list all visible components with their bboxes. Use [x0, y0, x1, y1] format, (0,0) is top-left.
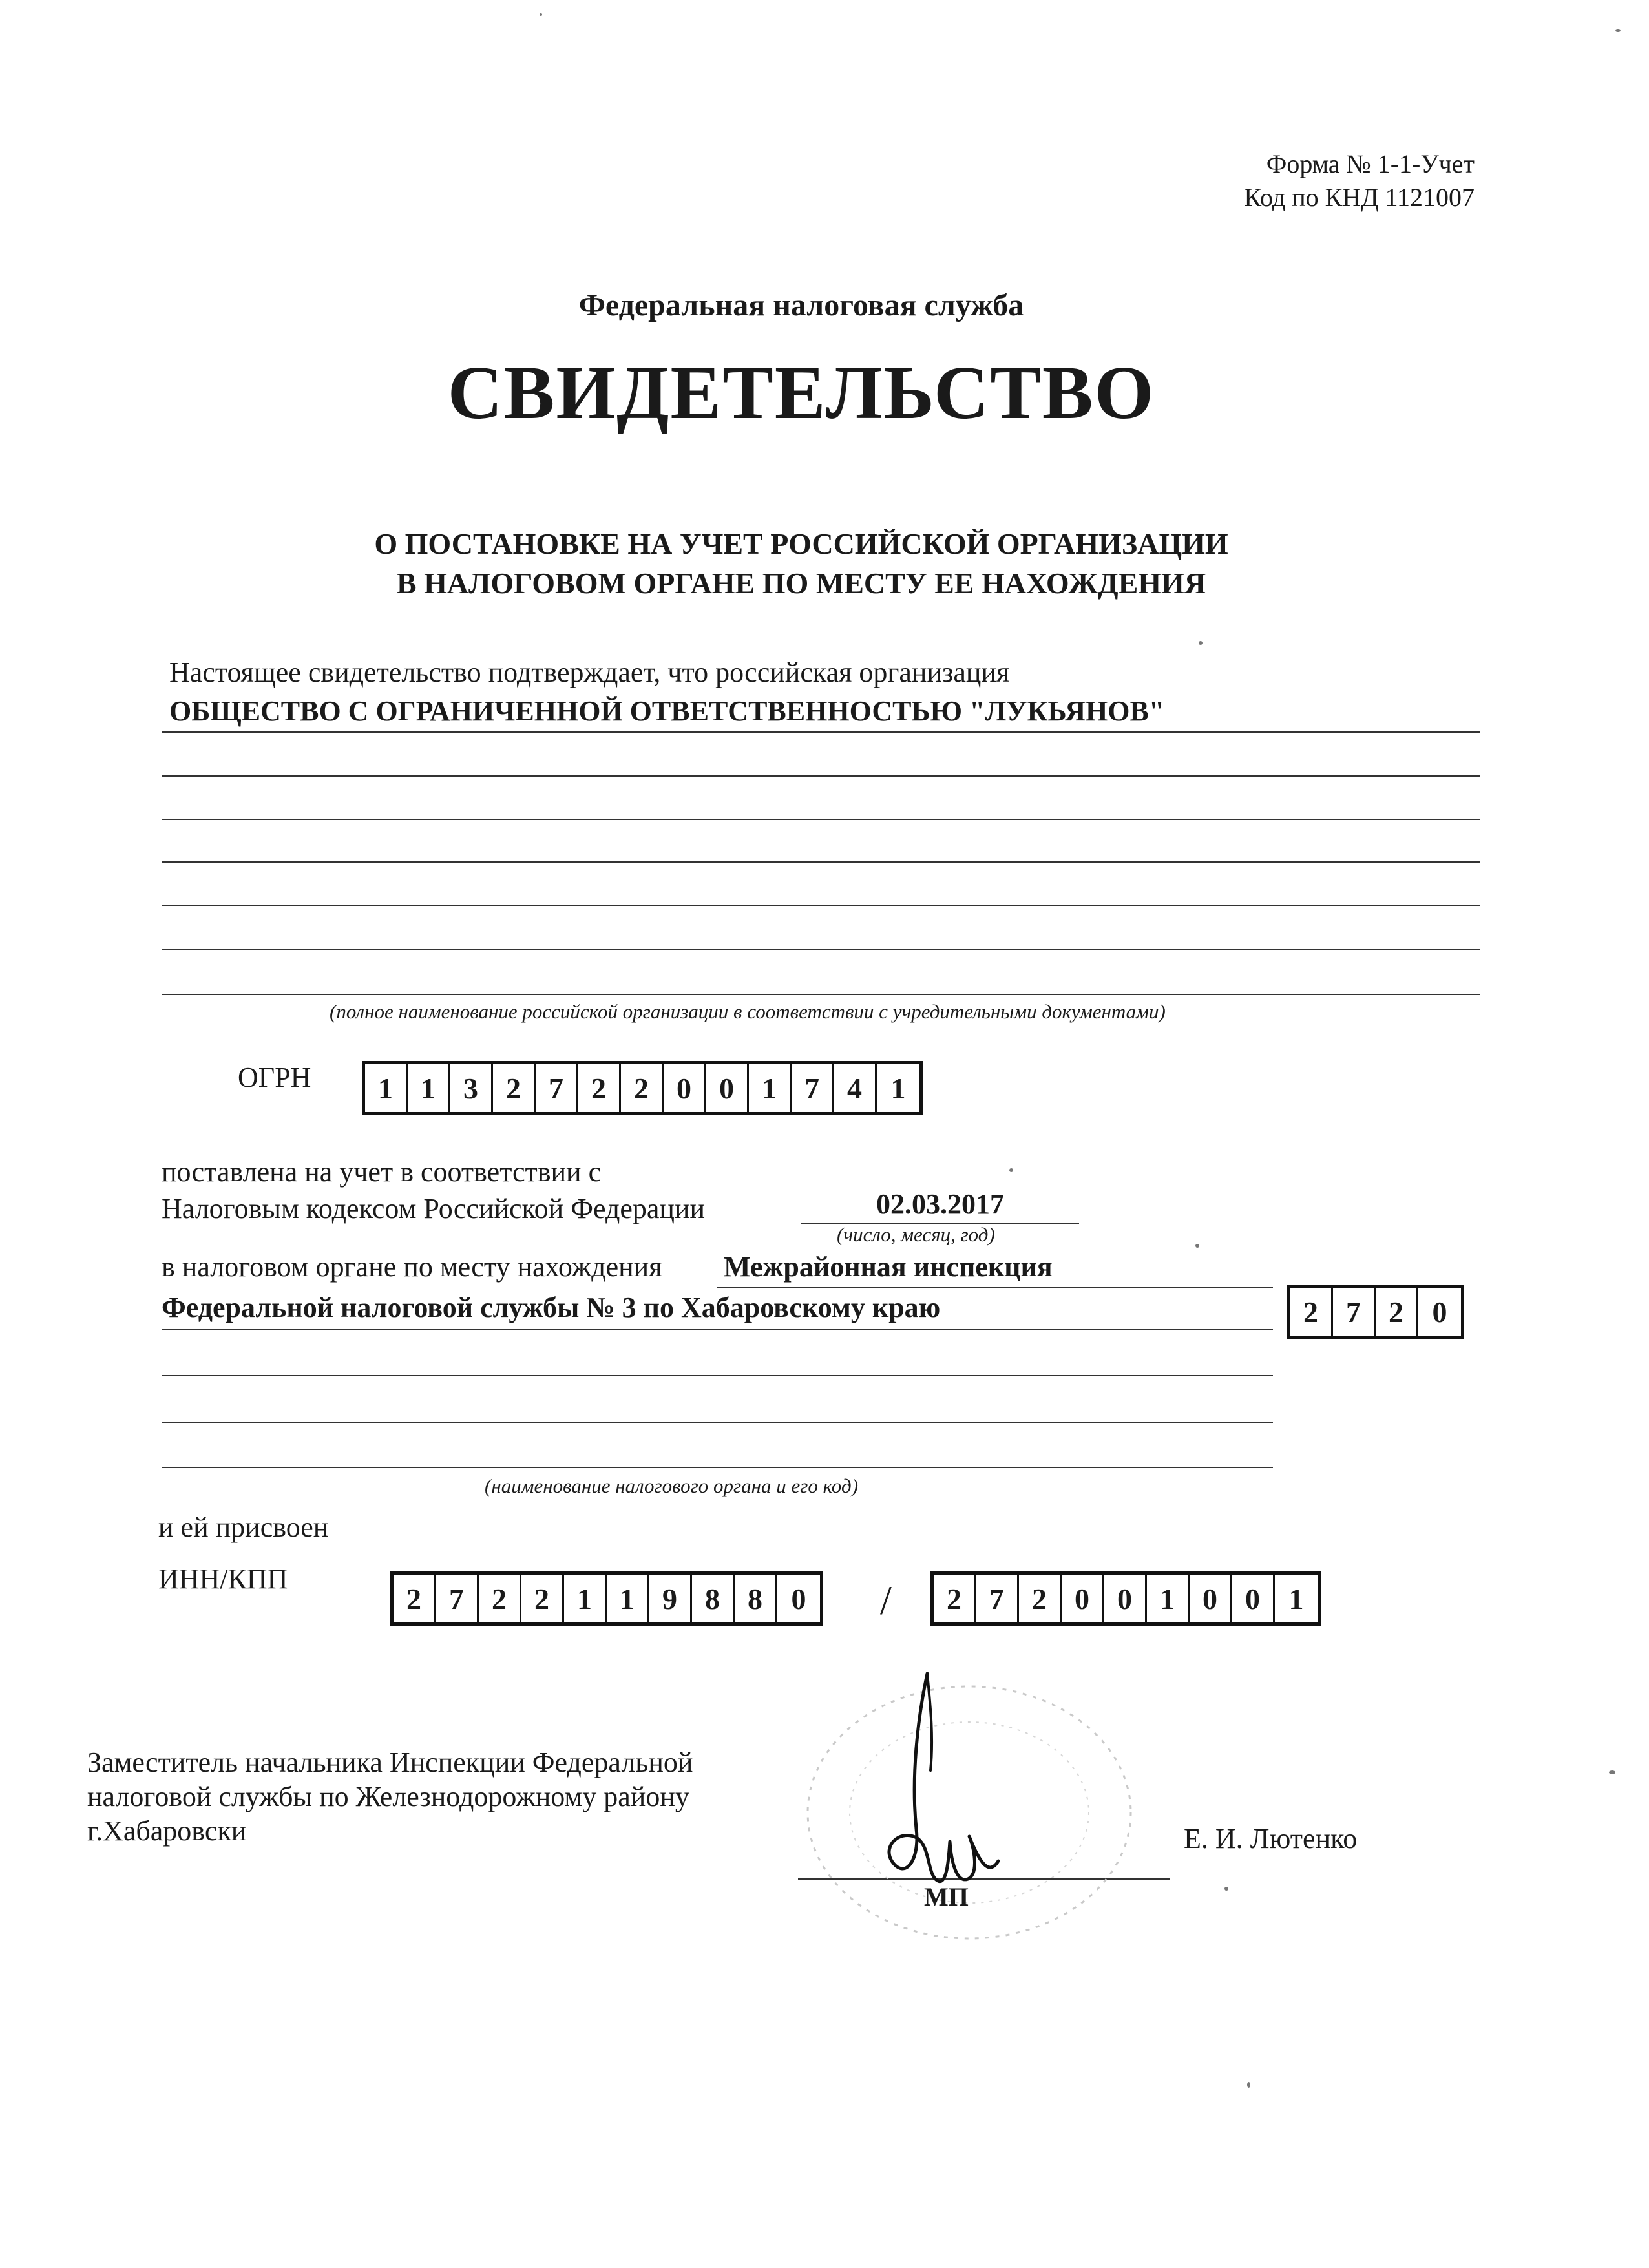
name-rule-7	[162, 994, 1480, 995]
digit-cell: 2	[479, 1575, 521, 1622]
authority-rule-1	[717, 1287, 1273, 1288]
kpp-digit-boxes	[930, 1571, 1321, 1626]
digit-cell: 7	[976, 1575, 1019, 1622]
registration-date: 02.03.2017	[876, 1188, 1004, 1220]
document-subtitle-line1: О ПОСТАНОВКЕ НА УЧЕТ РОССИЙСКОЙ ОРГАНИЗАЦИИ	[374, 527, 1228, 560]
digit-cell: 0	[791, 1582, 806, 1615]
stamp-label: МП	[924, 1882, 969, 1911]
knd-code: Код по КНД 1121007	[1244, 183, 1475, 212]
authority-hint: (наименование налогового органа и его код)	[485, 1475, 859, 1497]
name-rule-4	[162, 861, 1480, 863]
form-number: Форма № 1-1-Учет	[1266, 149, 1475, 178]
digit-cell: 1	[365, 1064, 408, 1112]
digit-cell: 1	[1147, 1575, 1190, 1622]
intro-text: Настоящее свидетельство подтверждает, что российская организация	[169, 656, 1010, 688]
name-rule-5	[162, 905, 1480, 906]
digit-cell: 2	[394, 1575, 436, 1622]
handwritten-signature	[866, 1667, 1008, 1900]
authority-rule-5	[162, 1467, 1273, 1468]
organization-name: ОБЩЕСТВО С ОГРАНИЧЕННОЙ ОТВЕТСТВЕННОСТЬЮ "ЛУКЬЯНОВ"	[169, 695, 1165, 727]
digit-cell: 4	[834, 1064, 877, 1112]
authority-label: в налоговом органе по месту нахождения	[162, 1251, 662, 1283]
digit-cell: 7	[536, 1064, 578, 1112]
scan-speck	[1199, 641, 1203, 645]
digit-cell: 0	[1104, 1575, 1147, 1622]
name-rule-1	[162, 731, 1480, 733]
authority-code-boxes	[1287, 1285, 1464, 1339]
scan-speck	[1195, 1244, 1199, 1248]
digit-cell: 0	[1062, 1575, 1104, 1622]
document-subtitle-line2: В НАЛОГОВОМ ОРГАНЕ ПО МЕСТУ ЕЕ НАХОЖДЕНИЯ	[396, 567, 1206, 600]
authority-rule-4	[162, 1422, 1273, 1423]
inn-kpp-label: ИНН/КПП	[158, 1563, 288, 1595]
digit-cell: 2	[1019, 1575, 1062, 1622]
agency-name: Федеральная налоговая служба	[578, 288, 1024, 322]
inn-digit-boxes	[390, 1571, 823, 1626]
digit-cell: 8	[735, 1575, 777, 1622]
assigned-label: и ей присвоен	[158, 1511, 329, 1543]
authority-name-line1: Межрайонная инспекция	[724, 1251, 1053, 1283]
scan-speck	[1615, 29, 1621, 32]
digit-cell: 0	[1190, 1575, 1232, 1622]
authority-rule-3	[162, 1375, 1273, 1376]
name-hint: (полное наименование российской организации в соответствии с учредительными документами)	[330, 1000, 1166, 1023]
digit-cell: 0	[664, 1064, 706, 1112]
signer-position-line1: Заместитель начальника Инспекции Федеральной	[87, 1747, 693, 1778]
digit-cell: 2	[934, 1575, 976, 1622]
digit-cell: 0	[1432, 1295, 1447, 1328]
authority-name-line2: Федеральной налоговой службы № 3 по Хабаровскому краю	[162, 1292, 941, 1323]
registered-text-line1: поставлена на учет в соответствии с	[162, 1156, 602, 1188]
registered-text-line2: Налоговым кодексом Российской Федерации	[162, 1193, 706, 1224]
signer-position-line3: г.Хабаровски	[87, 1815, 247, 1847]
ogrn-digit-boxes	[362, 1061, 923, 1115]
digit-cell: 1	[408, 1064, 450, 1112]
scan-speck	[1609, 1770, 1615, 1774]
digit-cell: 7	[1333, 1288, 1376, 1336]
digit-cell: 2	[621, 1064, 664, 1112]
digit-cell: 1	[1288, 1582, 1304, 1615]
digit-cell: 8	[692, 1575, 735, 1622]
signer-name: Е. И. Лютенко	[1184, 1823, 1358, 1854]
scan-speck	[540, 13, 542, 16]
ogrn-label: ОГРН	[238, 1062, 311, 1093]
digit-cell: 2	[578, 1064, 621, 1112]
digit-cell: 0	[1232, 1575, 1275, 1622]
digit-cell: 1	[564, 1575, 607, 1622]
digit-cell: 7	[792, 1064, 834, 1112]
scan-speck	[1224, 1887, 1228, 1891]
name-rule-3	[162, 819, 1480, 820]
signer-position-line2: налоговой службы по Железнодорожному району	[87, 1781, 689, 1812]
digit-cell: 2	[1290, 1288, 1333, 1336]
digit-cell: 3	[450, 1064, 493, 1112]
digit-cell: 1	[749, 1064, 792, 1112]
digit-cell: 9	[649, 1575, 692, 1622]
digit-cell: 0	[706, 1064, 749, 1112]
name-rule-2	[162, 775, 1480, 777]
digit-cell: 7	[436, 1575, 479, 1622]
digit-cell: 1	[607, 1575, 649, 1622]
digit-cell: 2	[493, 1064, 536, 1112]
document-title: СВИДЕТЕЛЬСТВО	[447, 350, 1155, 435]
name-rule-6	[162, 949, 1480, 950]
date-hint: (число, месяц, год)	[837, 1223, 995, 1246]
inn-kpp-separator: /	[880, 1577, 892, 1623]
digit-cell: 2	[1376, 1288, 1418, 1336]
digit-cell: 2	[521, 1575, 564, 1622]
authority-rule-2	[162, 1329, 1273, 1330]
scan-speck	[1009, 1168, 1013, 1172]
digit-cell: 1	[890, 1071, 906, 1105]
scan-speck	[1247, 2082, 1250, 2088]
